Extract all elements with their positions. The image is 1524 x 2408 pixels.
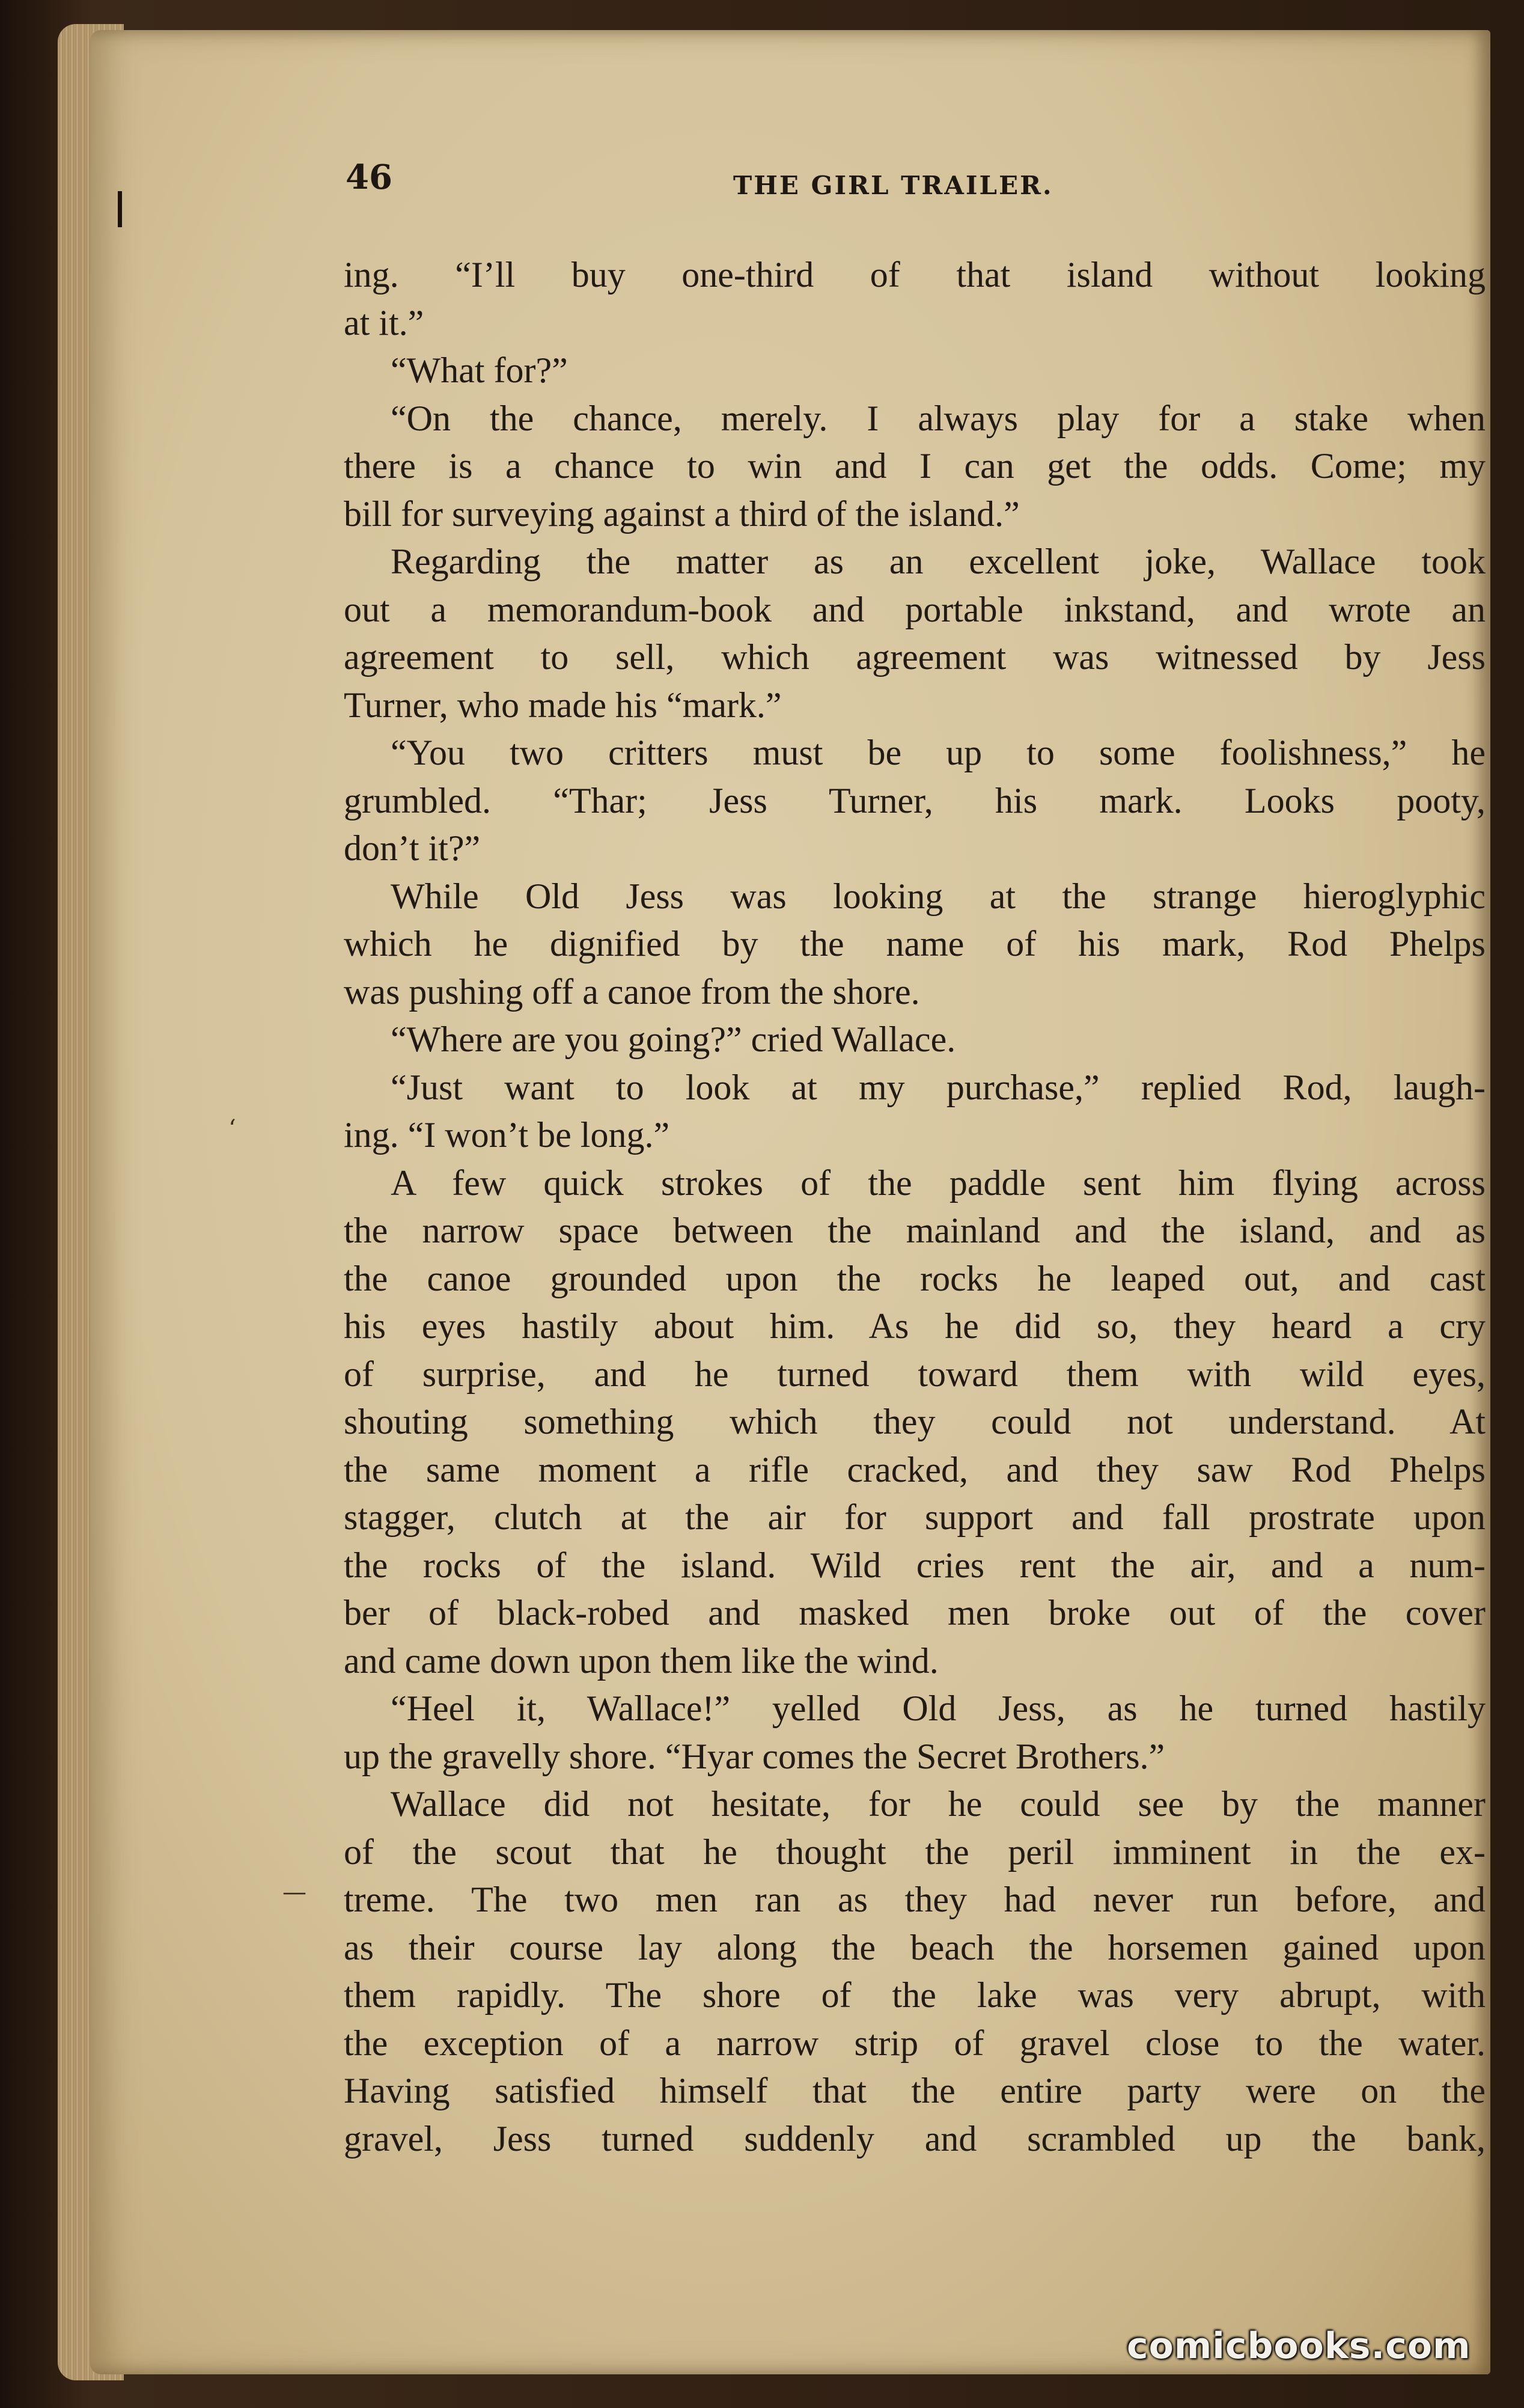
- text-line: the narrow space between the mainland and the island, and as: [344, 1211, 1486, 1250]
- text-line: Regarding the matter as an excellent joke, Wallace took: [391, 542, 1486, 581]
- text-line: “You two critters must be up to some foolishness,” he: [391, 733, 1486, 772]
- text-line: don’t it?”: [344, 828, 481, 868]
- text-line: which he dignified by the name of his mark, Rod Phelps: [344, 924, 1486, 964]
- text-line: “What for?”: [391, 350, 568, 390]
- watermark: comicbooks.com: [1127, 2325, 1471, 2367]
- margin-speck: —: [282, 1878, 306, 1906]
- text-line: of surprise, and he turned toward them with wild eyes,: [344, 1354, 1486, 1394]
- text-line: out a memorandum-book and portable inkstand, and wrote an: [344, 589, 1486, 629]
- page-header: [346, 157, 1487, 200]
- text-line: bill for surveying against a third of the island.”: [344, 494, 1020, 534]
- text-line: the same moment a rifle cracked, and they saw Rod Phelps: [344, 1449, 1486, 1490]
- text-line: ber of black-robed and masked men broke out of the cover: [344, 1593, 1486, 1633]
- text-line: was pushing off a canoe from the shore.: [344, 971, 920, 1012]
- text-line: ing. “I’ll buy one-third of that island without looking: [344, 255, 1486, 295]
- text-line: “On the chance, merely. I always play for a stake when: [391, 398, 1486, 438]
- text-line: his eyes hastily about him. As he did so, they heard a cry: [344, 1306, 1486, 1346]
- text-line: grumbled. “Thar; Jess Turner, his mark. Looks pooty,: [344, 780, 1486, 820]
- text-line: there is a chance to win and I can get the odds. Come; my: [344, 446, 1486, 486]
- text-line: ing. “I won’t be long.”: [344, 1115, 670, 1155]
- text-line: “Just want to look at my purchase,” replied Rod, laugh-: [391, 1067, 1486, 1107]
- text-line: shouting something which they could not understand. At: [344, 1402, 1486, 1441]
- text-line: “Where are you going?” cried Wallace.: [391, 1019, 956, 1059]
- text-line: and came down upon them like the wind.: [344, 1640, 939, 1681]
- text-line: stagger, clutch at the air for support and fall prostrate upon: [344, 1497, 1486, 1537]
- text-line: the exception of a narrow strip of gravel close to the water.: [344, 2023, 1486, 2063]
- text-line: them rapidly. The shore of the lake was very abrupt, with: [344, 1975, 1486, 2015]
- text-line: the rocks of the island. Wild cries rent the air, and a num-: [344, 1545, 1486, 1585]
- text-line: up the gravelly shore. “Hyar comes the Secret Brothers.”: [344, 1736, 1165, 1776]
- page-number: 46: [346, 157, 392, 197]
- running-head: THE GIRL TRAILER.: [733, 171, 1053, 200]
- text-line: Turner, who made his “mark.”: [344, 685, 782, 725]
- body-text: [344, 251, 1486, 2163]
- text-line: agreement to sell, which agreement was witnessed by Jess: [344, 637, 1486, 677]
- text-line: treme. The two men ran as they had never run before, and: [344, 1880, 1486, 1919]
- gutter-mark: [118, 191, 122, 227]
- text-line: Wallace did not hesitate, for he could see by the manner: [391, 1784, 1486, 1824]
- text-line: “Heel it, Wallace!” yelled Old Jess, as he turned hastily: [391, 1688, 1486, 1728]
- text-line: of the scout that he thought the peril imminent in the ex-: [344, 1832, 1486, 1872]
- margin-speck: ‘: [228, 1115, 236, 1143]
- text-line: While Old Jess was looking at the strange hieroglyphic: [391, 876, 1486, 916]
- text-line: A few quick strokes of the paddle sent him flying across: [391, 1163, 1486, 1203]
- text-line: the canoe grounded upon the rocks he leaped out, and cast: [344, 1258, 1486, 1298]
- text-line: at it.”: [344, 302, 424, 343]
- text-line: gravel, Jess turned suddenly and scrambled up the bank,: [344, 2118, 1486, 2159]
- text-line: as their course lay along the beach the horsemen gained upon: [344, 1927, 1486, 1967]
- text-line: Having satisfied himself that the entire party were on the: [344, 2071, 1486, 2110]
